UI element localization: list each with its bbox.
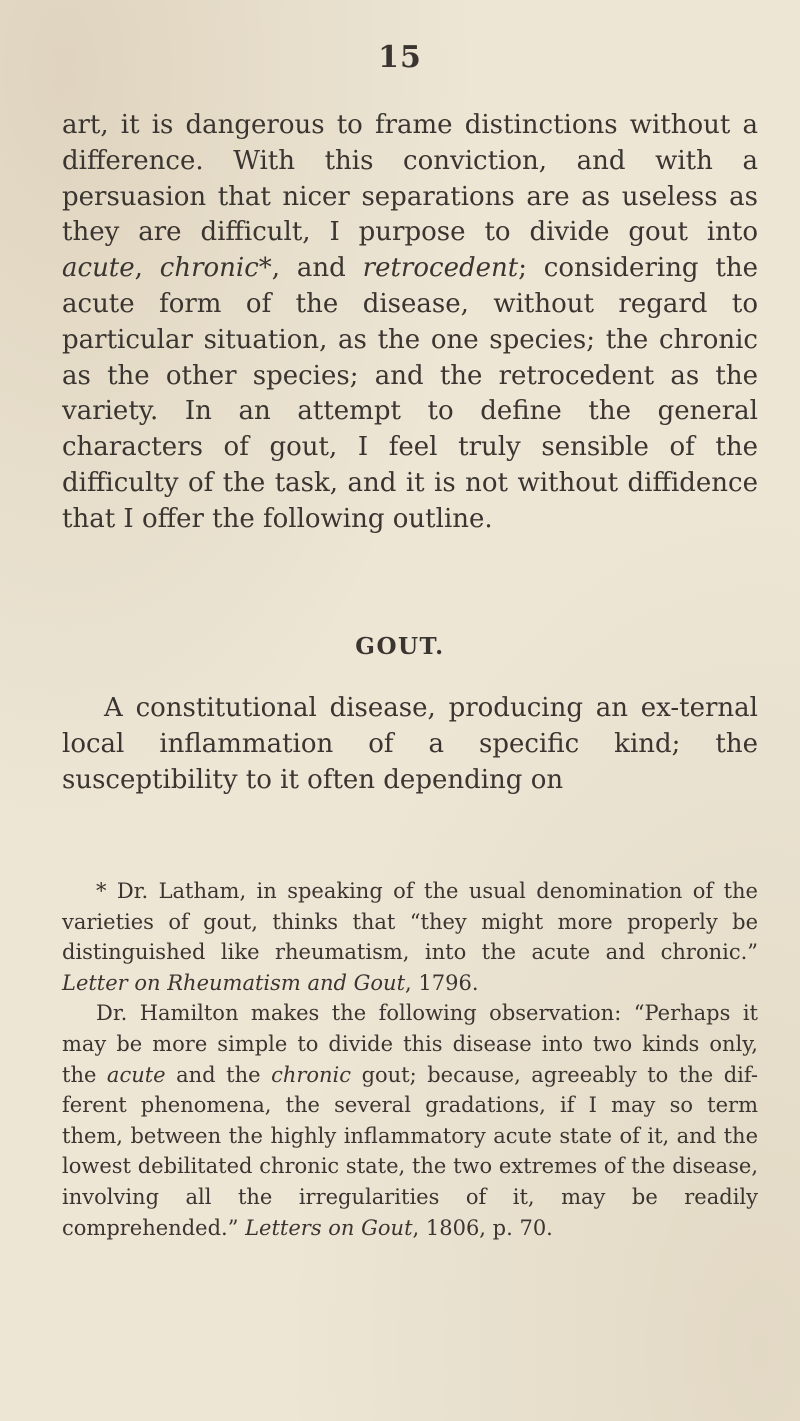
footnote-marker: * [96, 879, 107, 903]
body-text-part: art, it is dangerous to frame distinctions without a difference. With this conviction, and with a persuasion that nicer separations are as useless as they are difficult, I purpose to divide gout into [62, 110, 758, 248]
term-chronic: chronic [271, 1062, 352, 1087]
section-heading: GOUT. [355, 633, 445, 660]
footnote-text: Dr. Hamilton makes the following observation: “Perhaps it may be more simple to divide this disease into two kinds only, the [62, 1001, 758, 1087]
footnote-text: and the [165, 1062, 272, 1087]
footnote-text: Dr. Latham, in speaking of the usual denomination of the varieties of gout, thinks that “they might more properly be distinguished like rheumatism, into the acute and chronic.” [62, 879, 758, 965]
footnote-latham [62, 876, 758, 998]
footnote-citation-tail: , 1806, p. 70. [412, 1215, 553, 1240]
term-retrocedent: retrocedent [362, 253, 519, 284]
page-number: 15 [378, 40, 422, 75]
term-acute: acute [106, 1062, 166, 1087]
footnote-text: gout; because, agreeably to the dif-ferent phenomena, the several gradations, if I may so term them, between the highly inflammatory acute state of it, and the lowest debilitated chronic state, the two extremes of the disease, involving all the irregularities of it, may be readily comprehended.” [62, 1062, 759, 1240]
footnote-citation: Letters on Gout [245, 1215, 413, 1240]
footnote-citation: Letter on Rheumatism and Gout [62, 970, 406, 995]
term-chronic: chronic [159, 253, 259, 284]
body-text-part: , [134, 253, 160, 284]
definition-paragraph: A constitutional disease, producing an ex-ternal local inflammation of a specific kind; the susceptibility to it often depending on [62, 693, 758, 795]
body-text-part: *, and [258, 253, 363, 284]
body-text-part: ; considering the acute form of the disease, without regard to particular situation, as the one species; the chronic as the other species; and the retrocedent as the variety. In an attempt to define the general characters of gout, I feel truly sensible of the difficulty of the task, and it is not without diffidence that I offer the following outline. [62, 253, 759, 534]
term-acute: acute [62, 253, 135, 284]
footnote-citation-tail: , 1796. [405, 970, 479, 995]
footnote-hamilton [62, 998, 758, 1243]
footnotes [62, 876, 758, 1243]
body-paragraph [62, 108, 758, 538]
